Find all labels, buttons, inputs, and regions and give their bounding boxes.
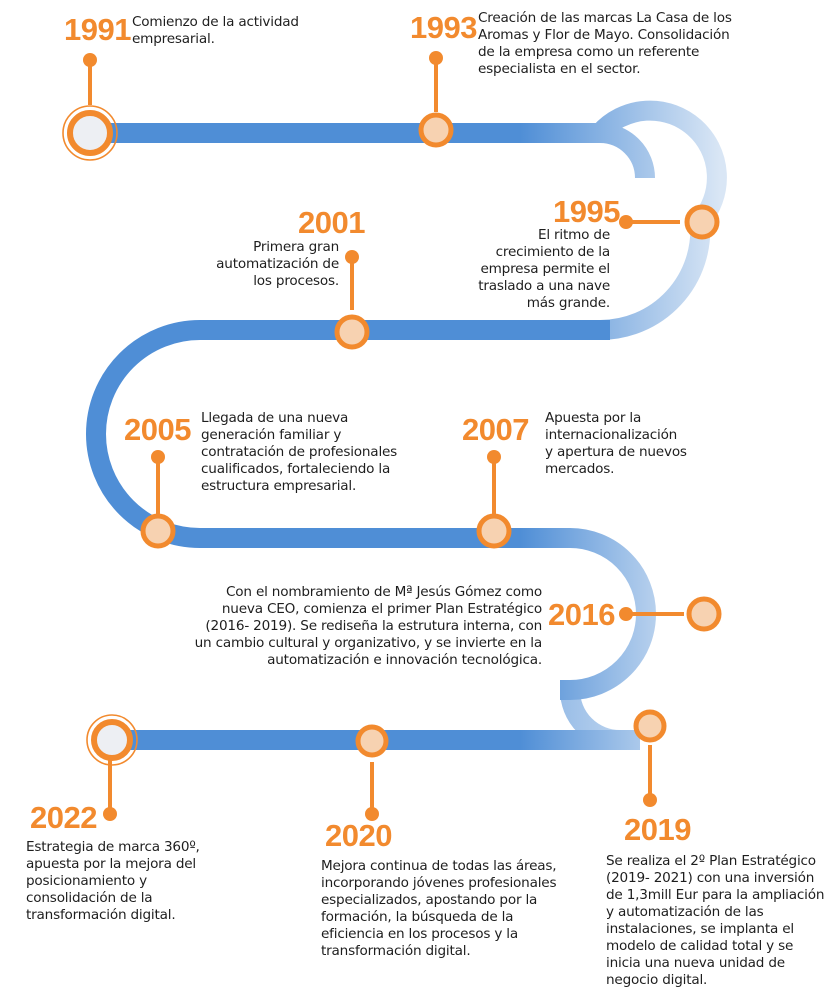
- desc-line: Con el nombramiento de Mª Jesús Gómez como: [226, 584, 542, 600]
- desc-line: Creación de las marcas La Casa de los: [478, 10, 732, 26]
- desc-line: crecimiento de la: [495, 244, 610, 260]
- year-1991: 1991: [64, 12, 131, 47]
- desc-line: especializados, apostando por la: [321, 892, 538, 908]
- desc-line: y automatización de las: [606, 904, 764, 920]
- desc-line: incorporando jóvenes profesionales: [321, 875, 557, 891]
- desc-2007: [545, 410, 687, 478]
- node-2001: [337, 317, 367, 347]
- node-2019: [636, 712, 664, 740]
- node-1993: [421, 115, 451, 145]
- desc-line: Mejora continua de todas las áreas,: [321, 858, 557, 874]
- desc-line: Se realiza el 2º Plan Estratégico: [606, 853, 816, 869]
- desc-line: Primera gran: [253, 239, 339, 255]
- desc-line: (2016- 2019). Se rediseña la estrutura interna, con: [205, 618, 542, 634]
- year-2019: 2019: [624, 812, 691, 847]
- desc-line: automatización e innovación tecnológica.: [267, 652, 542, 668]
- desc-line: un cambio cultural y organizativo, y se invierte en la: [194, 635, 542, 651]
- desc-line: automatización de: [216, 256, 339, 272]
- node-2016: [689, 599, 719, 629]
- year-2016: 2016: [548, 597, 615, 632]
- desc-1991: [132, 14, 299, 48]
- desc-line: transformación digital.: [26, 907, 176, 923]
- desc-line: traslado a una nave: [478, 278, 610, 294]
- desc-line: Estrategia de marca 360º,: [26, 839, 200, 855]
- desc-line: contratación de profesionales: [201, 444, 398, 460]
- desc-line: los procesos.: [253, 273, 339, 289]
- year-2022: 2022: [30, 800, 97, 835]
- desc-line: Llegada de una nueva: [201, 410, 349, 426]
- desc-line: de 1,3mill Eur para la ampliación: [606, 887, 825, 903]
- desc-line: transformación digital.: [321, 943, 471, 959]
- desc-line: mercados.: [545, 461, 615, 477]
- desc-line: eficiencia en los procesos y la: [321, 926, 519, 942]
- desc-2020: [321, 858, 556, 960]
- dot-1991: [83, 53, 97, 67]
- desc-line: nueva CEO, comienza el primer Plan Estratégico: [221, 601, 542, 617]
- year-1995: 1995: [553, 194, 620, 229]
- end-node-2022: [87, 715, 137, 765]
- track-segment-1: [90, 133, 645, 178]
- desc-line: especialista en el sector.: [478, 61, 641, 77]
- desc-line: y apertura de nuevos: [545, 444, 687, 460]
- dot-2019: [643, 793, 657, 807]
- desc-2019: [606, 853, 824, 989]
- desc-2016: [195, 584, 542, 669]
- year-2007: 2007: [462, 412, 529, 447]
- desc-line: consolidación de la: [26, 890, 153, 906]
- node-2005: [143, 516, 173, 546]
- year-2001: 2001: [298, 205, 365, 240]
- dot-1995: [619, 215, 633, 229]
- year-1993: 1993: [410, 10, 477, 45]
- desc-line: El ritmo de: [537, 227, 610, 243]
- desc-line: (2019- 2021) con una inversión: [606, 870, 815, 886]
- desc-1993: [478, 10, 732, 78]
- node-2020: [358, 727, 386, 755]
- desc-2005: [201, 410, 397, 495]
- dot-2001: [345, 250, 359, 264]
- dot-2016: [619, 607, 633, 621]
- node-2007: [479, 516, 509, 546]
- desc-line: inicia una nueva unidad de: [606, 955, 785, 971]
- desc-line: Comienzo de la actividad: [132, 14, 299, 30]
- dot-1993: [429, 51, 443, 65]
- dot-2022: [103, 807, 117, 821]
- desc-2001: [216, 239, 339, 290]
- year-2020: 2020: [325, 818, 392, 853]
- desc-line: más grande.: [526, 295, 610, 311]
- year-2005: 2005: [124, 412, 191, 447]
- desc-line: formación, la búsqueda de la: [321, 909, 514, 925]
- desc-2022: [26, 839, 200, 924]
- desc-line: Apuesta por la: [545, 410, 642, 426]
- desc-line: Aromas y Flor de Mayo. Consolidación: [478, 27, 730, 43]
- node-1995: [687, 207, 717, 237]
- desc-line: posicionamiento y: [26, 873, 147, 889]
- desc-line: internacionalización: [545, 427, 678, 443]
- desc-line: negocio digital.: [606, 972, 708, 988]
- desc-line: cualificados, fortaleciendo la: [201, 461, 391, 477]
- desc-line: apuesta por la mejora del: [26, 856, 196, 872]
- desc-line: empresarial.: [132, 31, 215, 47]
- desc-line: modelo de calidad total y se: [606, 938, 794, 954]
- desc-line: generación familiar y: [201, 427, 342, 443]
- start-node-1991: [63, 106, 117, 160]
- desc-line: estructura empresarial.: [201, 478, 357, 494]
- desc-1995: [478, 227, 610, 312]
- desc-line: empresa permite el: [480, 261, 610, 277]
- dot-2007: [487, 450, 501, 464]
- dot-2005: [151, 450, 165, 464]
- desc-line: instalaciones, se implanta el: [606, 921, 794, 937]
- desc-line: de la empresa como un referente: [478, 44, 700, 60]
